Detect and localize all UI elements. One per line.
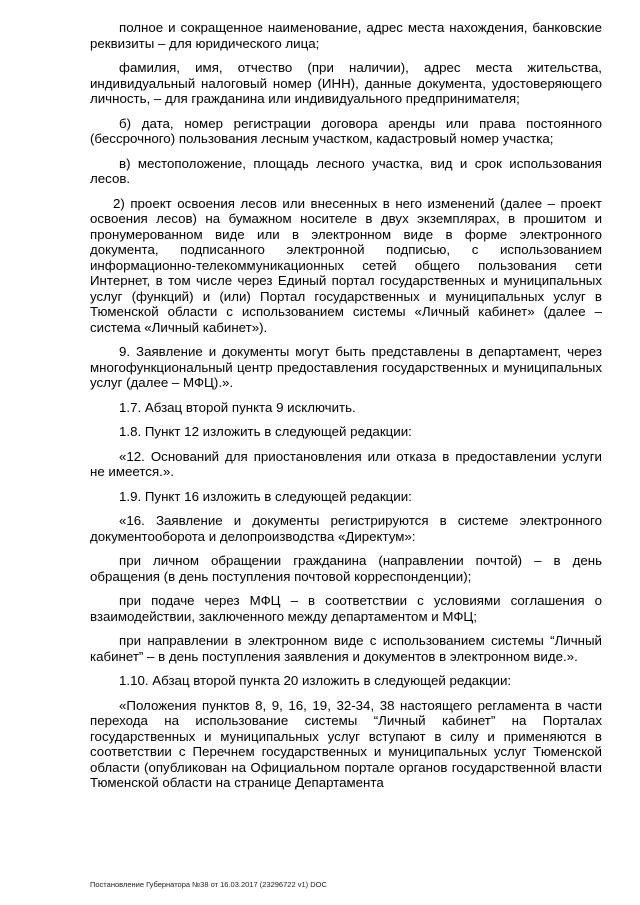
paragraph-personal-visit: при личном обращении гражданина (направлении почтой) – в день обращения (в день поступления почтовой корреспонденции); bbox=[90, 553, 602, 584]
paragraph-1-7: 1.7. Абзац второй пункта 9 исключить. bbox=[119, 399, 356, 415]
paragraph-1-9: 1.9. Пункт 16 изложить в следующей редакции: bbox=[119, 488, 412, 504]
paragraph-clause-16: «16. Заявление и документы регистрируются в системе электронного документооборота и делопроизводства «Директум»: bbox=[90, 513, 602, 544]
paragraph-mfc-submission: при подаче через МФЦ – в соответствии с условиями соглашения о взаимодействии, заключенного между департаментом и МФЦ; bbox=[90, 593, 602, 624]
paragraph-clause-9: 9. Заявление и документы могут быть представлены в департамент, через многофункциональный центр предоставления государственных и муниципальных услуг (далее – МФЦ).». bbox=[90, 344, 602, 390]
document-body bbox=[90, 20, 602, 800]
paragraph-electronic-submission: при направлении в электронном виде с использованием системы “Личный кабинет” – в день поступления заявления и документов в электронном виде.». bbox=[90, 633, 602, 664]
paragraph-person-name: фамилия, имя, отчество (при наличии), адрес места жительства, индивидуальный налоговый номер (ИНН), данные документа, удостоверяющего личность, – для гражданина или индивидуального предпринимателя; bbox=[90, 60, 602, 106]
paragraph-clause-20: «Положения пунктов 8, 9, 16, 19, 32-34, 38 настоящего регламента в части перехода на использование системы “Личный кабинет” на Порталах государственных и муниципальных услуг вступают в силу и применяются в соответствии с Перечнем государственных и муниципальных услуг Тюменской области (опубликован на Официальном портале органов государственной власти Тюменской области на странице Департамента bbox=[90, 697, 602, 790]
paragraph-org-name: полное и сокращенное наименование, адрес места нахождения, банковские реквизиты – для юридического лица; bbox=[90, 20, 602, 51]
paragraph-lease-date: б) дата, номер регистрации договора аренды или права постоянного (бессрочного) пользования лесным участком, кадастровый номер участка; bbox=[90, 115, 602, 146]
paragraph-clause-12: «12. Оснований для приостановления или отказа в предоставлении услуги не имеется.». bbox=[90, 448, 602, 479]
paragraph-1-8: 1.8. Пункт 12 изложить в следующей редакции: bbox=[119, 424, 412, 439]
paragraph-location: в) местоположение, площадь лесного участка, вид и срок использования лесов. bbox=[90, 155, 602, 186]
paragraph-1-10: 1.10. Абзац второй пункта 20 изложить в следующей редакции: bbox=[119, 673, 512, 688]
paragraph-forest-project: 2) проект освоения лесов или внесенных в него изменений (далее – проект освоения лесов) на бумажном носителе в двух экземплярах, в прошитом и пронумерованном виде или в электронном виде в форме электронного документа, подписанного электронной подписью, с использованием информационно-телекоммуникационных сетей общего пользования сети Интернет, в том числе через Единый портал государственных и муниципальных услуг (функций) и (или) Портал государственных и муниципальных услуг в Тюменской области с использованием системы «Личный кабинет» (далее – система «Личный кабинет»). bbox=[90, 195, 602, 335]
page-footer: Постановление Губернатора №38 от 16.03.2017 (23296722 v1) DOC bbox=[90, 880, 327, 889]
